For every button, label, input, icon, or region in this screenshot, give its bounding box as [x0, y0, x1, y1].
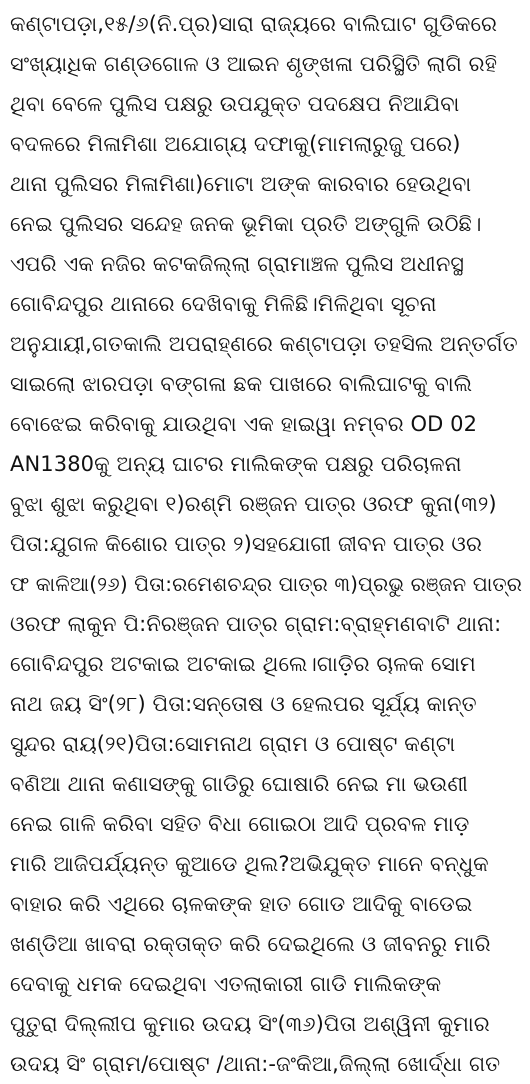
article-line: ମାରି ଆଜିପର୍ଯ୍ୟନ୍ତ କୁଆଡେ ଥିଲ?ଅଭିଯୁକ୍ତ ମାନେ ବନ୍ଧୁକ	[10, 852, 489, 876]
article-line: ଗୋବିନ୍ଦପୁର ଥାନାରେ ଦେଖିବାକୁ ମିଳିଛି।ମିଳିଥିବା ସୂଚନା	[10, 292, 437, 316]
article-line: କଣ୍ଟାପଡ଼ା,୧୫/୬(ନି.ପ୍ର)ସାରା ରାଜ୍ୟରେ ବାଲିଘାଟ ଗୁଡିକରେ	[10, 12, 498, 36]
article-line: AN1380କୁ ଅନ୍ୟ ଘାଟର ମାଲିକଙ୍କ ପକ୍ଷରୁ ପରିଚାଳନା	[10, 452, 462, 476]
article-line: ସଂଖ୍ୟାଧିକ ଗଣ୍ଡଗୋଳ ଓ ଆଇନ ଶୃଙ୍ଖଳା ପରିସ୍ଥିତି ଲାଗି ରହି	[10, 52, 498, 76]
article-line: ନେଇ ଗାଳି କରିବା ସହିତ ବିଧା ଗୋଇଠା ଆଦି ପ୍ରବଳ ମାଡ଼	[10, 812, 470, 836]
article-line: ଥିବା ବେଳେ ପୁଲିସ ପକ୍ଷରୁ ଉପଯୁକ୍ତ ପଦକ୍ଷେପ ନିଆଯିବା	[10, 92, 460, 116]
article-line: ଗୋବିନ୍ଦପୁର ଅଟକାଇ ଅଟକାଇ ଥିଲେ।ଗାଡ଼ିର ଚାଳକ ସୋମ	[10, 652, 476, 676]
article-line: ଅନୁଯାୟୀ,ଗତକାଲି ଅପରାହ୍ଣରେ କଣ୍ଟାପଡ଼ା ତହସିଲ ଅନ୍ତର୍ଗତ	[10, 332, 518, 356]
article-line: ଫ କାଳିଆ(୨୬) ପିତା:ରମେଶଚନ୍ଦ୍ର ପାତ୍ର ୩)ପ୍ରଭୁ ରଞ୍ଜନ ପାତ୍ର	[10, 572, 522, 596]
article-line: ବୁଝା ଶୁଝା କରୁଥିବା ୧)ରଶ୍ମି ରଞ୍ଜନ ପାତ୍ର ଓରଫ କୁନା(୩୨)	[10, 492, 497, 516]
article-line: ପୁତୁରା ଦିଲ୍ଲୀପ କୁମାର ଉଦୟ ସିଂ(୩୬)ପିତା ଅଶ୍ୱିନୀ କୁମାର	[10, 1012, 490, 1036]
article-line: ସୁନ୍ଦର ରାୟ(୨୧)ପିତା:ସୋମନାଥ ଗ୍ରାମ ଓ ପୋଷ୍ଟ କଣ୍ଟା	[10, 732, 456, 756]
article-line: ନେଇ ପୁଲିସର ସନ୍ଦେହ ଜନକ ଭୂମିକା ପ୍ରତି ଅଙ୍ଗୁଳି ଉଠିଛି।	[10, 212, 482, 236]
article-line: ଦେବାକୁ ଧମକ ଦେଇଥିବା ଏତଲାକାରୀ ଗାଡି ମାଲିକଙ୍କ	[10, 972, 442, 996]
article-line: ଏପରି ଏକ ନଜିର କଟକଜିଲ୍ଲା ଗ୍ରାମାଞ୍ଚଳ ପୁଲିସ ଅଧୀନସ୍ଥ	[10, 252, 464, 276]
article-line: ବଣିଆ ଥାନା କଣାସଙ୍କୁ ଗାଡିରୁ ଘୋଷାରି ନେଇ ମା ଭଉଣୀ	[10, 772, 468, 796]
article-line: ଖଣ୍ଡିଆ ଖାବରା ରକ୍ତାକ୍ତ କରି ଦେଇଥିଲେ ଓ ଜୀବନରୁ ମାରି	[10, 932, 491, 956]
article-line: ବାହାର କରି ଏଥିରେ ଚାଳକଙ୍କ ହାତ ଗୋଡ ଆଦିକୁ ବାଡେଇ	[10, 892, 473, 916]
article-line: ପିତା:ଯୁଗଳ କିଶୋର ପାତ୍ର ୨)ସହଯୋଗୀ ଜୀବନ ପାତ୍ର ଓର	[10, 532, 482, 556]
article-line: ସାଇଲୋ ଝାରପଡ଼ା ବଙ୍ଗଳା ଛକ ପାଖରେ ବାଲିଘାଟକୁ ବାଲି	[10, 372, 473, 396]
article-line: ଥାନା ପୁଲିସର ମିଳାମିଶା)ମୋଟା ଅଙ୍କ କାରବାର ହେଉଥିବା	[10, 172, 472, 196]
article-line: ବୋଝେଇ କରିବାକୁ ଯାଉଥିବା ଏକ ହାଇୱା ନମ୍ବର OD 02	[10, 412, 478, 436]
article-line: ବଦଳରେ ମିଳାମିଶା ଅଯୋଗ୍ୟ ଦଫାକୁ(ମାମଲାରୁଜୁ ପରେ)	[10, 132, 461, 156]
article-line: ନାଥ ଜୟ ସିଂ(୨୮) ପିତା:ସନ୍ତୋଷ ଓ ହେଲପର ସୂର୍ଯ୍ୟ କାନ୍ତ	[10, 692, 477, 716]
article-line: ଓରଫ ଲାକୁନ ପି:ନିରଞ୍ଜନ ପାତ୍ର ଗ୍ରାମ:ବ୍ରାହ୍ମଣବାଟି ଥାନା:	[10, 612, 502, 636]
news-article-body	[10, 4, 524, 1084]
article-line: ଉଦୟ ସିଂ ଗ୍ରାମ/ପୋଷ୍ଟ /ଥାନା:-ଜଂକିଆ,ଜିଲ୍ଲା ଖୋର୍ଦ୍ଧା ଗତ	[10, 1052, 501, 1076]
